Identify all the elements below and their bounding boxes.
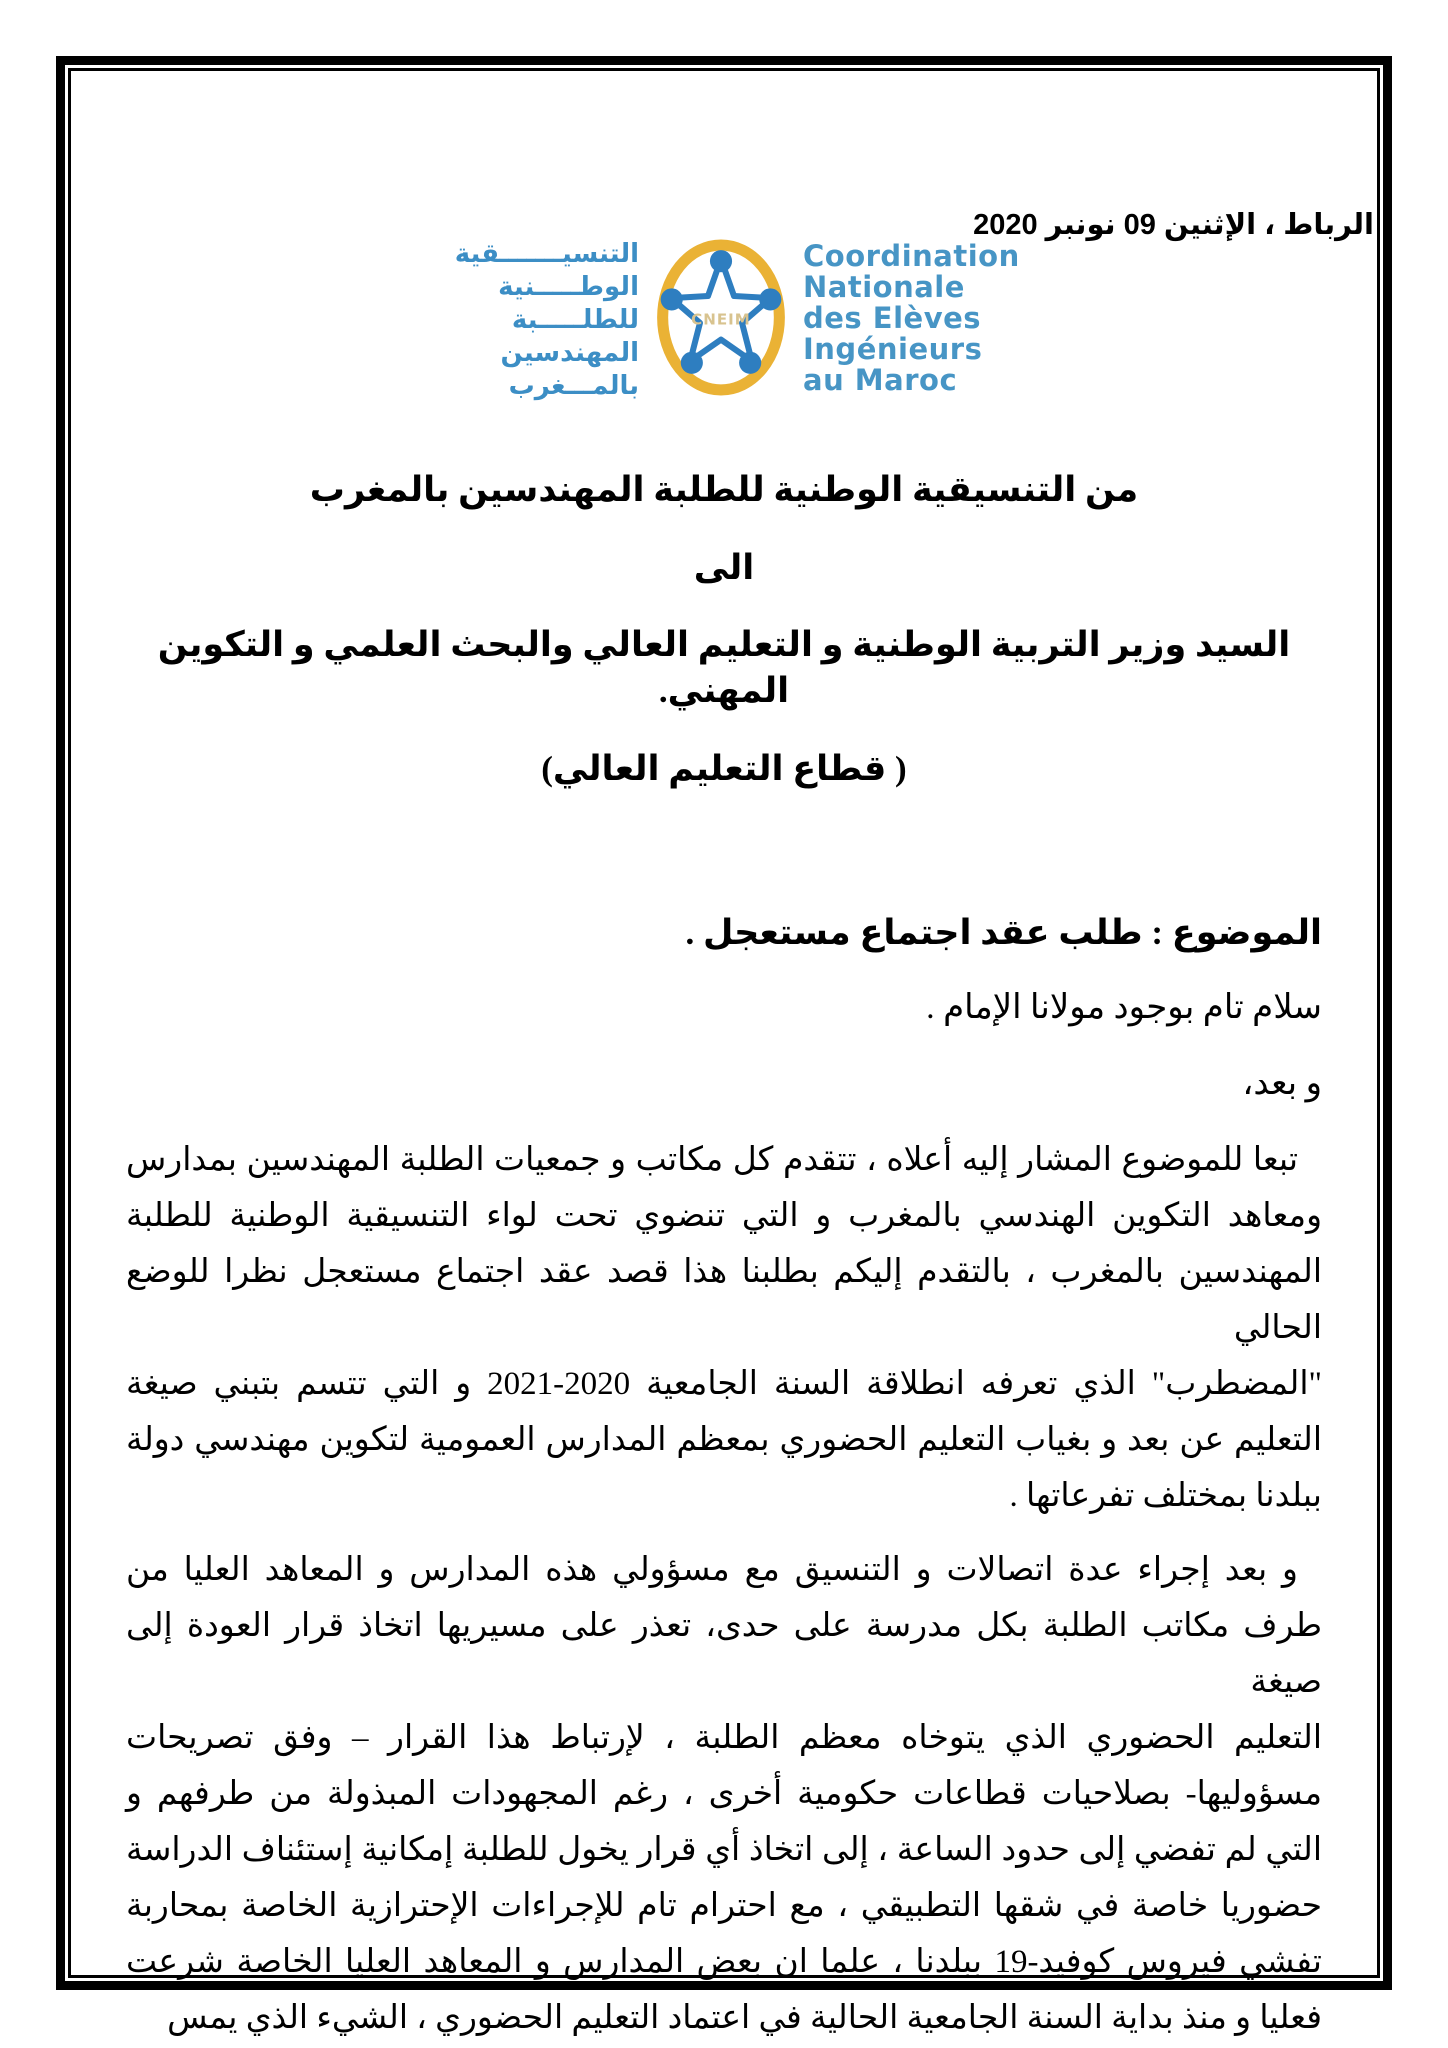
star-people-emblem-icon [650, 235, 792, 401]
paragraph-line: تبعا للموضوع المشار إليه أعلاه ، تتقدم كل مكاتب و جمعيات الطلبة المهندسين بمدارس [126, 1142, 1298, 1178]
page-border [56, 56, 1392, 2036]
logo-french-line: au Maroc [803, 363, 958, 397]
paragraph-line: مسؤوليها- بصلاحيات قطاعات حكومية أخرى ، رغم المجهودات المبذولة من طرفهم و [126, 1776, 1322, 1812]
paragraph-line: التعليم الحضوري الذي يتوخاه معظم الطلبة ، لإرتباط هذا القرار – وفق تصريحات [126, 1720, 1322, 1756]
paragraph-line: فعليا و منذ بداية السنة الجامعية الحالية في اعتماد التعليم الحضوري ، الشيء الذي يمس [167, 2000, 1322, 2036]
logo-french-line: des Elèves [803, 301, 982, 335]
logo-arabic-name [427, 238, 639, 403]
logo-arabic-line: الوطـــــنية [498, 272, 639, 302]
page-border-inner-line [68, 68, 1380, 2036]
paragraph-line: التعليم عن بعد و بغياب التعليم الحضوري بمعظم المدارس العمومية لتكوين مهندسي دولة [126, 1422, 1322, 1458]
subject-line: الموضوع : طلب عقد اجتماع مستعجل . [685, 913, 1322, 952]
letter-content [71, 71, 1377, 2036]
paragraph-line: المهندسين بالمغرب ، بالتقدم إليكم بطلبنا هذا قصد عقد اجتماع مستعجل نظرا للوضع الحالي [126, 1254, 1322, 1346]
paragraph-line: حضوريا خاصة في شقها التطبيقي ، مع احترام تام للإجراءات الإحترازية الخاصة بمحاربة [126, 1888, 1322, 1924]
paragraph-2 [126, 1542, 1322, 2046]
greeting-line: سلام تام بوجود مولانا الإمام . [926, 989, 1322, 1026]
paragraph-line: و بعد إجراء عدة اتصالات و التنسيق مع مسؤولي هذه المدارس و المعاهد العليا من [126, 1552, 1298, 1588]
emblem-acronym: CNEIM [691, 310, 751, 329]
paragraph-line: التي لم تفضي إلى حدود الساعة ، إلى اتخاذ أي قرار يخول للطلبة إمكانية إستئناف الدراسة [126, 1832, 1322, 1868]
paragraph-line: ومعاهد التكوين الهندسي بالمغرب و التي تنضوي تحت لواء التنسيقية الوطنية للطلبة [126, 1198, 1322, 1234]
logo-french-line: Nationale [803, 270, 965, 304]
logo-arabic-line: المهندسين [500, 338, 639, 368]
logo-french-line: Ingénieurs [803, 332, 983, 366]
heading-from: من التنسيقية الوطنية للطلبة المهندسين بالمغرب [309, 470, 1139, 509]
paragraph-line: طرف مكاتب الطلبة بكل مدرسة على حدى، تعذر على مسيريها اتخاذ قرار العودة إلى صيغة [126, 1608, 1322, 1700]
logo-arabic-line: بالمـــغرب [508, 371, 639, 401]
paragraph-line: "المضطرب" الذي تعرفه انطلاقة السنة الجامعية 2020-2021 و التي تتسم بتبني صيغة [126, 1366, 1322, 1402]
heading-recipient: السيد وزير التربية الوطنية و التعليم العالي والبحث العلمي و التكوين المهني. [157, 625, 1291, 710]
heading-sector: ( قطاع التعليم العالي) [541, 749, 907, 788]
cneim-star-emblem-icon [650, 235, 792, 401]
logo-french-line: Coordination [803, 239, 1020, 273]
paragraph-line: تفشي فيروس كوفيد-19 ببلدنا ، علما ان بعض المدارس و المعاهد العليا الخاصة شرعت [126, 1944, 1322, 1980]
paragraph-line: ببلدنا بمختلف تفرعاتها . [1009, 1478, 1322, 1514]
logo-french-name [803, 241, 1021, 396]
date-line: الرباط ، الإثنين 09 نونبر 2020 [973, 209, 1374, 241]
logo-arabic-line: للطلـــــبة [511, 305, 639, 335]
opener-line: و بعد، [1242, 1065, 1322, 1102]
org-logo [126, 235, 1322, 403]
logo-arabic-line: التنسيـــــــقية [454, 239, 639, 269]
paragraph-1 [126, 1132, 1322, 1524]
heading-to: الى [693, 548, 755, 587]
